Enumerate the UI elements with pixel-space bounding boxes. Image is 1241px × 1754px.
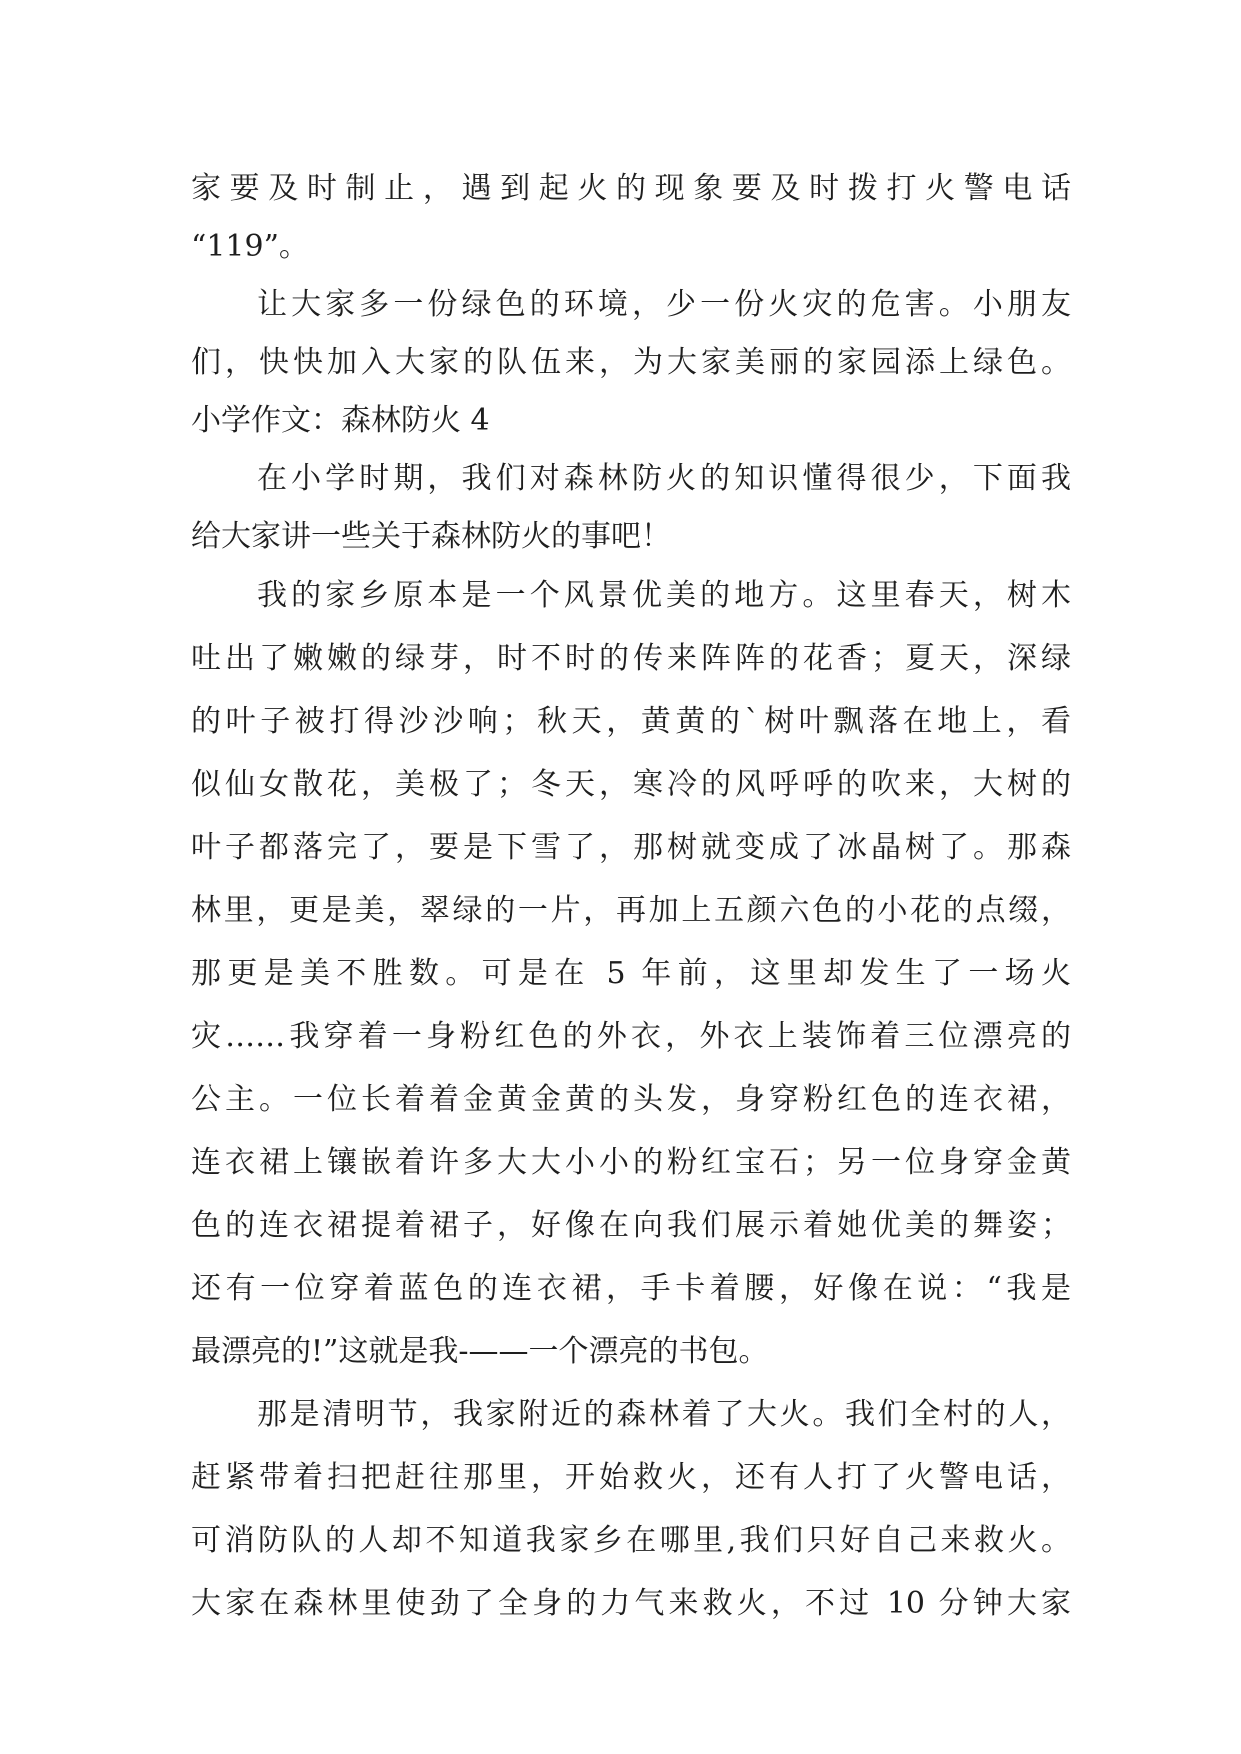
paragraph-start-line: 在小学时期，我们对森林防火的知识懂得很少，下面我 [257, 461, 1071, 496]
text-line: 家要及时制止，遇到起火的现象要及时拨打火警电话 [191, 171, 1071, 206]
text-line: 给大家讲一些关于森林防火的事吧！ [191, 519, 671, 554]
text-line: 那更是美不胜数。可是在 5 年前，这里却发生了一场火 [191, 956, 1071, 991]
paragraph-start-line: 让大家多一份绿色的环境，少一份火灾的危害。小朋友 [257, 287, 1071, 322]
text-line: 可消防队的人却不知道我家乡在哪里,我们只好自己来救火。 [191, 1523, 1071, 1558]
text-line: 赶紧带着扫把赶往那里，开始救火，还有人打了火警电话， [191, 1460, 1071, 1495]
paragraph-start-line: 我的家乡原本是一个风景优美的地方。这里春天，树木 [257, 578, 1071, 613]
text-line: 叶子都落完了，要是下雪了，那树就变成了冰晶树了。那森 [191, 830, 1071, 865]
text-line: 最漂亮的!”这就是我-——一个漂亮的书包。 [191, 1334, 769, 1369]
essay-text [191, 160, 1071, 1637]
text-line: 吐出了嫩嫩的绿芽，时不时的传来阵阵的花香；夏天，深绿 [191, 641, 1071, 676]
text-line: 林里，更是美，翠绿的一片，再加上五颜六色的小花的点缀， [191, 893, 1071, 928]
paragraph-start-line: 那是清明节，我家附近的森林着了大火。我们全村的人， [257, 1397, 1071, 1432]
text-line: 似仙女散花，美极了；冬天，寒冷的风呼呼的吹来，大树的 [191, 767, 1071, 802]
text-line: 灾……我穿着一身粉红色的外衣，外衣上装饰着三位漂亮的 [191, 1019, 1071, 1054]
text-line: 色的连衣裙提着裙子，好像在向我们展示着她优美的舞姿； [191, 1208, 1071, 1243]
text-line: 的叶子被打得沙沙响；秋天，黄黄的`树叶飘落在地上，看 [191, 704, 1071, 739]
text-line: 大家在森林里使劲了全身的力气来救火，不过 10 分钟大家 [191, 1586, 1071, 1621]
text-line: 连衣裙上镶嵌着许多大大小小的粉红宝石；另一位身穿金黄 [191, 1145, 1071, 1180]
text-line: “119”。 [191, 229, 309, 264]
text-line: 公主。一位长着着金黄金黄的头发，身穿粉红色的连衣裙， [191, 1082, 1071, 1117]
text-line: 们，快快加入大家的队伍来，为大家美丽的家园添上绿色。 [191, 345, 1071, 380]
text-line: 还有一位穿着蓝色的连衣裙，手卡着腰，好像在说：“我是 [191, 1271, 1071, 1306]
section-heading: 小学作文：森林防火 4 [191, 403, 490, 438]
